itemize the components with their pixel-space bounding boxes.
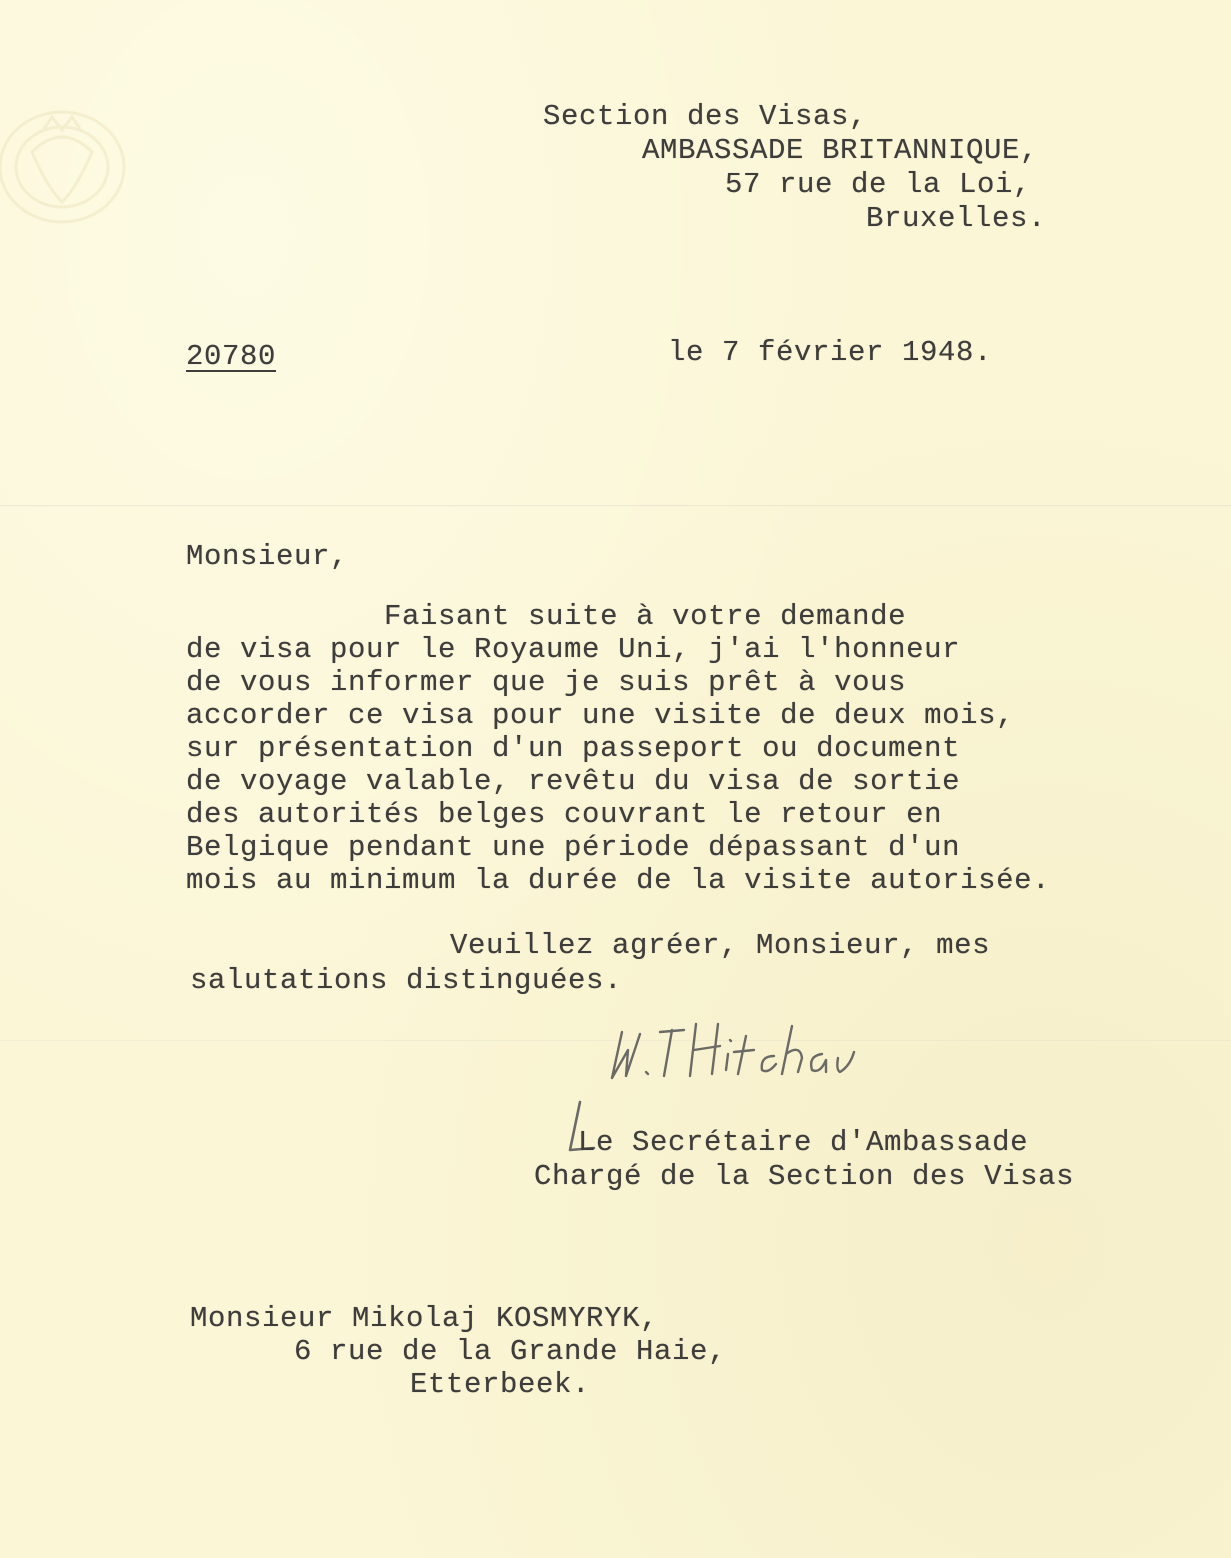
handwritten-signature-icon bbox=[600, 1010, 870, 1090]
reference-number: 20780 bbox=[186, 340, 277, 373]
recipient-name: Monsieur Mikolaj KOSMYRYK, bbox=[190, 1302, 659, 1335]
body-line: accorder ce visa pour une visite de deux mois, bbox=[186, 699, 1015, 732]
letterhead-street: 57 rue de la Loi, bbox=[725, 168, 1032, 201]
body-line: Faisant suite à votre demande bbox=[186, 600, 907, 633]
body-line: Belgique pendant une période dépassant d'un bbox=[186, 831, 961, 864]
body-line: des autorités belges couvrant le retour en bbox=[186, 798, 943, 831]
letterhead-embassy: AMBASSADE BRITANNIQUE, bbox=[642, 134, 1039, 167]
body-line: sur présentation d'un passeport ou document bbox=[186, 732, 961, 765]
letter-date: le 7 février 1948. bbox=[668, 336, 993, 369]
recipient-street: 6 rue de la Grande Haie, bbox=[294, 1335, 727, 1368]
closing-line: Veuillez agréer, Monsieur, mes bbox=[450, 929, 991, 962]
salutation: Monsieur, bbox=[186, 540, 349, 573]
body-line: de vous informer que je suis prêt à vous bbox=[186, 666, 907, 699]
body-line: de voyage valable, revêtu du visa de sortie bbox=[186, 765, 961, 798]
body-line: de visa pour le Royaume Uni, j'ai l'honneur bbox=[186, 633, 961, 666]
closing-line: salutations distinguées. bbox=[190, 964, 623, 997]
embossed-crest-icon bbox=[0, 92, 152, 242]
letterhead-city: Bruxelles. bbox=[866, 202, 1047, 235]
recipient-city: Etterbeek. bbox=[410, 1368, 591, 1401]
letterhead-section: Section des Visas, bbox=[543, 100, 868, 133]
signatory-title: Le Secrétaire d'Ambassade bbox=[578, 1126, 1029, 1159]
signatory-role: Chargé de la Section des Visas bbox=[534, 1160, 1075, 1193]
body-line: mois au minimum la durée de la visite autorisée. bbox=[186, 864, 1051, 897]
paper-fold-line bbox=[0, 505, 1231, 507]
